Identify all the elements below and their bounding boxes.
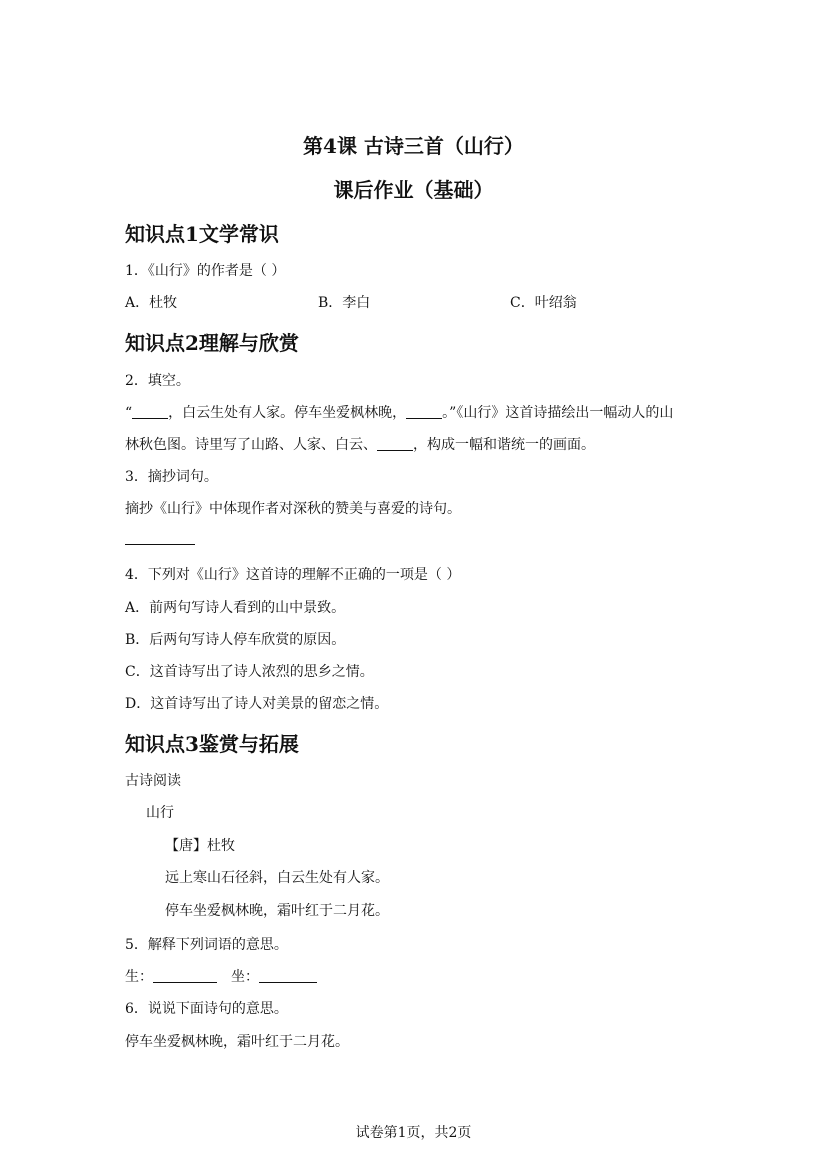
question-2-text-end: 。”《山行》这首诗描绘出一幅动人的山 [442, 405, 674, 421]
page-footer: 试卷第1页，共2页 [355, 1125, 472, 1141]
question-4-stem: 4．下列对《山行》这首诗的理解不正确的一项是（ ） [125, 567, 461, 583]
section-heading-3: 知识点3鉴赏与拓展 [125, 732, 299, 756]
word-sheng-blank[interactable] [153, 968, 217, 983]
question-5-stem: 5．解释下列词语的意思。 [125, 937, 288, 953]
word-sheng-label: 生： [125, 969, 153, 985]
quote-open: “ [125, 405, 133, 421]
question-4-option-a: A．前两句写诗人看到的山中景致。 [125, 600, 346, 616]
question-1-stem: 1．《山行》的作者是（ ） [125, 263, 286, 279]
question-3-text: 摘抄《山行》中体现作者对深秋的赞美与喜爱的诗句。 [125, 501, 461, 517]
question-5-words [125, 966, 317, 986]
page-subtitle: 课后作业（基础） [333, 178, 494, 202]
question-3-stem: 3．摘抄词句。 [125, 469, 218, 485]
word-zuo-label: 坐： [231, 969, 259, 985]
question-2-line-1 [125, 402, 673, 422]
fill-blank-1[interactable] [132, 404, 168, 419]
question-1-option-b: B．李白 [318, 295, 371, 311]
section-heading-1: 知识点1文学常识 [125, 222, 279, 246]
question-6-text: 停车坐爱枫林晚，霜叶红于二月花。 [125, 1034, 349, 1050]
fill-blank-3[interactable] [377, 436, 413, 451]
section-heading-2: 知识点2理解与欣赏 [125, 331, 299, 355]
poem-author: 【唐】杜牧 [165, 838, 235, 854]
question-2-line-2 [125, 434, 595, 454]
question-4-option-b: B．后两句写诗人停车欣赏的原因。 [125, 632, 346, 648]
answer-line[interactable] [125, 544, 195, 545]
poem-line-1: 远上寒山石径斜，白云生处有人家。 [165, 870, 389, 886]
question-6-stem: 6．说说下面诗句的意思。 [125, 1001, 288, 1017]
word-zuo-blank[interactable] [259, 968, 317, 983]
question-2-text-tail: ，构成一幅和谐统一的画面。 [413, 437, 595, 453]
question-4-option-c: C．这首诗写出了诗人浓烈的思乡之情。 [125, 664, 374, 680]
question-1-option-c: C．叶绍翁 [510, 295, 577, 311]
question-2-text-mid: ，白云生处有人家。停车坐爱枫林晚， [168, 405, 407, 421]
question-1-option-a: A．杜牧 [125, 295, 178, 311]
poem-intro: 古诗阅读 [125, 773, 181, 789]
question-2-text-start: 林秋色图。诗里写了山路、人家、白云、 [125, 437, 377, 453]
question-4-option-d: D．这首诗写出了诗人对美景的留恋之情。 [125, 696, 389, 712]
poem-title: 山行 [146, 805, 174, 821]
fill-blank-2[interactable] [406, 404, 442, 419]
page-title: 第4课 古诗三首（山行） [303, 134, 524, 158]
poem-line-2: 停车坐爱枫林晚，霜叶红于二月花。 [165, 903, 389, 919]
question-2-stem: 2．填空。 [125, 373, 190, 389]
